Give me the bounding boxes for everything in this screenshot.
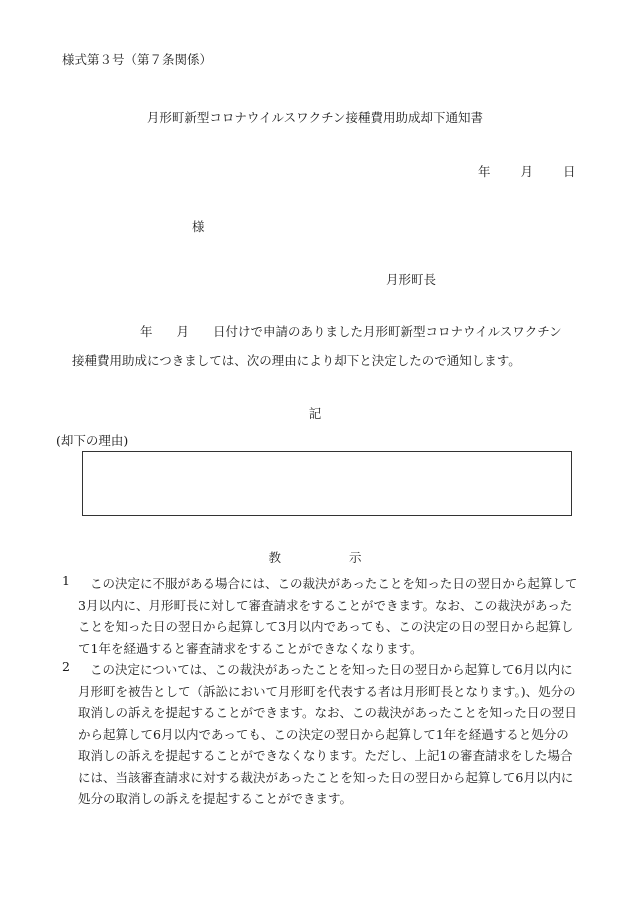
issuer: 月形町長: [386, 272, 437, 287]
reason-label: (却下の理由): [56, 433, 129, 448]
addressee-suffix: 様: [192, 219, 205, 234]
body-year: 年: [140, 324, 153, 339]
note-line: 取消しの訴えを提起することができます。なお、この裁決があったことを知った日の翌日: [78, 705, 577, 720]
reason-box: [82, 451, 572, 516]
note-line: 3月以内に、月形町長に対して審査請求をすることができます。なお、この裁決があった: [78, 597, 573, 613]
note-line: から起算して6月以内であっても、この決定の翌日から起算して1年を経過すると処分の: [78, 726, 569, 742]
body-line-1: [140, 322, 562, 340]
document-title: 月形町新型コロナウイルスワクチン接種費用助成却下通知書: [146, 110, 484, 125]
note-item: [62, 659, 602, 810]
form-number: 様式第３号（第７条関係）: [62, 52, 213, 67]
note-line: ことを知った日の翌日から起算して3月以内であっても、この決定の日の翌日から起算し: [78, 619, 574, 634]
note-line: この決定に不服がある場合には、この裁決があったことを知った日の翌日から起算して: [90, 576, 578, 591]
date-year: 年: [478, 164, 491, 179]
date-month: 月: [520, 164, 534, 179]
body-line-1-rest: 日付けで申請のありました月形町新型コロナウイルスワクチン: [213, 324, 562, 339]
note-line: には、当該審査請求に対する裁決があったことを知った日の翌日から起算して6月以内に: [78, 769, 574, 785]
instruction-notes: [62, 573, 602, 810]
note-line: 月形町を被告として（訴訟において月形町を代表する者は月形町長となります。)、処分の: [78, 683, 576, 699]
body-month: 月: [176, 324, 190, 339]
date-day: 日: [563, 164, 576, 179]
note-line: 処分の取消しの訴えを提起することができます。: [78, 791, 353, 806]
note-item: [62, 573, 602, 659]
body-line-2: 接種費用助成につきましては、次の理由により却下と決定したので通知します。: [72, 353, 521, 368]
kyoji-char-1: 教: [268, 550, 281, 565]
note-line: て1年を経過すると審査請求をすることができなくなります。: [78, 640, 423, 656]
kyoji-heading: [0, 548, 630, 566]
ki-heading: 記: [308, 406, 322, 421]
note-number: 1: [62, 573, 70, 588]
kyoji-char-2: 示: [349, 550, 362, 565]
note-number: 2: [62, 659, 70, 674]
note-line: 取消しの訴えを提起することができなくなります。ただし、上記1の審査請求をした場合: [78, 748, 573, 763]
note-line: この決定については、この裁決があったことを知った日の翌日から起算して6月以内に: [90, 662, 573, 677]
date-line: [478, 162, 576, 180]
